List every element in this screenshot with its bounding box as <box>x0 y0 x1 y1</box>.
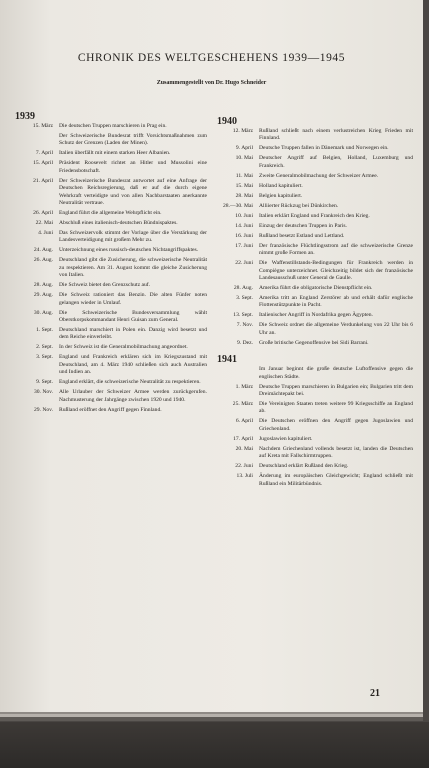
entry-date: 3. Sept. <box>36 354 53 361</box>
chronicle-entry <box>15 178 207 208</box>
chronicle-entry <box>15 247 207 254</box>
entry-text: Holland kapituliert. <box>259 182 303 189</box>
entry-date: 28. Aug. <box>33 282 53 289</box>
chronicle-entry <box>15 282 207 289</box>
entry-text: Die Schweiz bietet den Grenzschutz auf. <box>59 282 151 289</box>
entry-date: 9. Dez. <box>237 339 253 346</box>
entry-date: 7. April <box>35 150 53 157</box>
entry-date: 22. Juni <box>235 260 253 267</box>
chronicle-entry <box>217 366 413 381</box>
chronicle-entry <box>217 401 413 416</box>
entry-text: Deutschland marschiert in Polen ein. Danzig wird besetzt und dem Reiche einverleibt. <box>59 327 207 341</box>
entry-text: Die deutschen Truppen marschieren in Prag ein. <box>59 123 167 129</box>
entry-date: 22. Mai <box>35 220 53 227</box>
entry-date: 26. April <box>33 210 53 217</box>
entry-text: England und Frankreich erklären sich im Kriegszustand mit Deutschland, am 4. März 1940 schließen sich auch Australien und Indien an. <box>59 354 207 376</box>
entry-date: 28.—30. Mai <box>223 202 253 209</box>
entry-text: Italien überfällt mit einem starken Heer Albanien. <box>59 150 171 157</box>
entry-text: Nachdem Griechenland vollends besetzt ist, landen die Deutschen auf Kreta mit Fallschirmtruppen. <box>259 445 413 460</box>
chronicle-entry <box>217 295 413 310</box>
entry-date: 29. Aug. <box>33 292 53 299</box>
entry-date: 30. Nov. <box>33 389 53 396</box>
chronicle-entry <box>217 243 413 258</box>
entry-text: Deutsche Truppen marschieren in Bulgarien ein; Bulgarien tritt dem Dreimächtepakt bei. <box>259 383 413 398</box>
chronicle-entry <box>15 257 207 279</box>
entry-date: 24. Aug. <box>33 247 53 254</box>
entry-date: 11. Mai <box>235 172 253 179</box>
entry-text: Abschluß eines italienisch-deutschen Bündnispaktes. <box>59 220 178 227</box>
entry-date: 25. März <box>232 401 253 408</box>
year-heading: 1940 <box>217 116 237 127</box>
entry-date: 10. Juni <box>235 212 253 219</box>
entry-date: 13. Sept. <box>233 312 253 319</box>
chronicle-entry <box>217 285 413 292</box>
entry-date: 9. Sept. <box>36 379 53 386</box>
entry-date: 20. Mai <box>235 445 253 452</box>
year-heading: 1941 <box>217 354 237 366</box>
entry-date: 28. Mai <box>235 192 253 199</box>
chronicle-entry <box>217 193 413 200</box>
chronicle-entry <box>217 155 413 170</box>
chronicle-entry <box>15 354 207 376</box>
entry-text: Das Schweizervolk stimmt der Vorlage über die Verstärkung der Landesverteidigung mit großem Mehr zu. <box>59 230 207 244</box>
entry-date: 12. März <box>232 128 253 134</box>
entry-text: Deutscher Angriff auf Belgien, Holland, Luxemburg und Frankreich. <box>259 155 413 169</box>
entry-date: 21. April <box>33 177 53 184</box>
entry-text: Alliierter Rückzug bei Dünkirchen. <box>259 202 339 209</box>
entry-date: 1. März <box>235 383 253 390</box>
entry-text: Deutschland gibt die Zusicherung, die schweizerische Neutralität zu respektieren. Am 31. August kommt die gleiche Zusicherung von Italien. <box>59 257 207 279</box>
chronicle-entry <box>217 233 413 240</box>
chronicle-entry <box>217 145 413 152</box>
page-subtitle: Zusammengestellt von Dr. Hugo Schneider <box>156 80 267 86</box>
entry-date: 13. Juli <box>236 473 253 480</box>
entry-date: 28. Aug. <box>233 285 253 292</box>
entry-date: 9. April <box>235 145 253 152</box>
year-section <box>217 115 413 347</box>
chronicle-entry <box>15 327 207 342</box>
chronicle-entry <box>15 133 207 148</box>
entry-date: 10. Mai <box>235 155 253 162</box>
entry-date: 2. Sept. <box>36 344 53 351</box>
entry-text: Präsident Roosevelt richtet an Hitler und Mussolini eine Friedensbotschaft. <box>59 160 207 174</box>
page-number: 21 <box>370 688 380 699</box>
chronicle-entry <box>15 220 207 227</box>
page-title: CHRONIK DES WELTGESCHEHENS 1939—1945 <box>77 52 346 64</box>
entry-text: Rußland eröffnet den Angriff gegen Finnland. <box>59 406 162 413</box>
entry-date: 30. Aug. <box>33 309 53 316</box>
chronicle-entry <box>15 150 207 157</box>
entry-text: Deutsche Truppen fallen in Dänemark und Norwegen ein. <box>259 145 389 152</box>
entry-text: Die Vereinigten Staaten treten weitere 99 Kriegsschiffe an England ab. <box>259 401 413 415</box>
entry-text: Zweite Generalmobilmachung der Schweizer Armee. <box>259 172 379 179</box>
left-column <box>15 110 207 417</box>
entry-text: In der Schweiz ist die Generalmobilmachung angeordnet. <box>59 344 188 351</box>
chronicle-entry <box>15 123 207 130</box>
chronicle-entry <box>217 173 413 180</box>
entry-text: Alle Urlauber der Schweizer Armee werden zurückgerufen. Nachmusterung der Jahrgänge zwischen 1920 und 1940. <box>59 389 207 403</box>
chronicle-entry <box>15 344 207 351</box>
entry-text: Der Schweizerische Bundesrat antwortet auf eine Anfrage der Deutschen Reichsregierung, daß er auf die durch eigene Wehrkraft verteidigte und von allen Nachbarstaaten anerkannte Neutralität vertraue. <box>59 177 207 207</box>
chronicle-entry <box>217 203 413 210</box>
entry-date: 6. April <box>235 418 253 425</box>
entry-text: Jugoslawien kapituliert. <box>259 435 313 442</box>
chronicle-entry <box>217 128 413 143</box>
chronicle-entry <box>217 418 413 433</box>
chronicle-entry <box>15 160 207 175</box>
right-column <box>217 115 413 491</box>
entry-date: 14. Juni <box>235 222 253 229</box>
entry-text: Die Deutschen eröffnen den Angriff gegen Jugoslawien und Griechenland. <box>259 418 413 432</box>
year-section <box>15 110 207 414</box>
year-heading: 1939 <box>15 111 35 122</box>
entry-date: 15. Mai <box>235 182 253 189</box>
chronicle-entry <box>217 340 413 347</box>
entry-text: Die Waffenstillstands-Bedingungen für Frankreich werden in Compiègne unterzeichnet. Gleichzeitig bildet sich der französische Landesausschuß unter General de Gaulle. <box>259 260 413 282</box>
entry-date: 3. Sept. <box>236 295 253 302</box>
entry-text: Große britische Gegenoffensive bei Sidi Barrani. <box>259 339 369 346</box>
entry-date <box>217 366 259 381</box>
entry-date: 17. Juni <box>235 242 253 249</box>
chronicle-entry <box>217 473 413 488</box>
chronicle-entry <box>217 384 413 399</box>
entry-text: Die Schweizerische Bundesversammlung wählt Oberstkorpskommandant Henri Guisan zum General. <box>59 309 207 324</box>
entry-text: Unterzeichnung eines russisch-deutschen Nichtangriffspaktes. <box>59 247 199 254</box>
chronicle-entry <box>217 322 413 337</box>
chronicle-entry <box>217 213 413 220</box>
entry-date: 15. April <box>33 160 53 167</box>
entry-date: 17. April <box>233 435 253 442</box>
entry-date: 1. Sept. <box>36 327 53 334</box>
entry-text: England führt die allgemeine Wehrpflicht ein. <box>59 210 162 217</box>
entry-text: Amerika tritt an England Zerstörer ab und erhält dafür englische Flottenstützpunkte in Pacht. <box>259 295 413 309</box>
entry-text: Im Januar beginnt die große deutsche Luftoffensive gegen die englischen Städte. <box>259 366 413 380</box>
entry-text: Italien erklärt England und Frankreich den Krieg. <box>259 212 370 219</box>
entry-date: 16. Juni <box>235 232 253 239</box>
entry-date: 26. Aug. <box>33 257 53 264</box>
chronicle-entry <box>15 292 207 307</box>
chronicle-entry <box>15 230 207 245</box>
entry-date <box>15 133 59 148</box>
entry-text: Italienischer Angriff in Nordafrika gegen Ägypten. <box>259 312 373 319</box>
chronicle-entry <box>217 223 413 230</box>
entry-text: Belgien kapituliert. <box>259 192 303 199</box>
entry-date: 22. Juni <box>235 463 253 470</box>
chronicle-entry <box>15 407 207 414</box>
table-surface <box>0 722 429 768</box>
chronicle-entry <box>217 463 413 470</box>
chronicle-entry <box>15 210 207 217</box>
chronicle-entry <box>15 389 207 404</box>
chronicle-entry <box>217 260 413 282</box>
entry-text: Amerika führt die obligatorische Dienstpflicht ein. <box>259 285 373 292</box>
entry-text: Der Schweizerische Bundesrat trifft Vorsichtsmaßnahmen zum Schutz der Grenzen (Laden der Minen). <box>59 133 207 147</box>
entry-text: Einzug der deutschen Truppen in Paris. <box>259 222 347 229</box>
entry-text: Der französische Flüchtlingsstrom auf die schweizerische Grenze nimmt große Formen an. <box>259 242 413 257</box>
entry-text: Änderung im europäischen Gleichgewicht; England schließt mit Rußland ein Militärbündnis. <box>259 473 413 487</box>
entry-text: Rußland schließt nach einem verlustreichen Krieg Frieden mit Finnland. <box>259 128 413 142</box>
entry-date: 15. März <box>32 123 53 129</box>
chronicle-entry <box>217 436 413 443</box>
chronicle-entry <box>15 310 207 325</box>
entry-date: 7. Nov. <box>236 322 253 329</box>
entry-text: Die Schweiz rationiert das Benzin. Die alten Fünfer noten gelangen wieder in Umlauf. <box>59 292 207 306</box>
chronicle-entry <box>217 312 413 319</box>
year-section <box>217 353 413 488</box>
entry-date: 4. Juni <box>38 230 53 237</box>
chronicle-entry <box>15 379 207 386</box>
entry-text: Deutschland erklärt Rußland den Krieg. <box>259 463 349 470</box>
entry-text: England erklärt, die schweizerische Neutralität zu respektieren. <box>59 379 201 386</box>
chronicle-entry <box>217 183 413 190</box>
entry-text: Die Schweiz ordnet die allgemeine Verdunkelung von 22 Uhr bis 6 Uhr an. <box>259 322 413 336</box>
chronicle-entry <box>217 446 413 461</box>
entry-date: 29. Nov. <box>33 406 53 413</box>
entry-text: Rußland besetzt Estland und Lettland. <box>259 232 345 239</box>
